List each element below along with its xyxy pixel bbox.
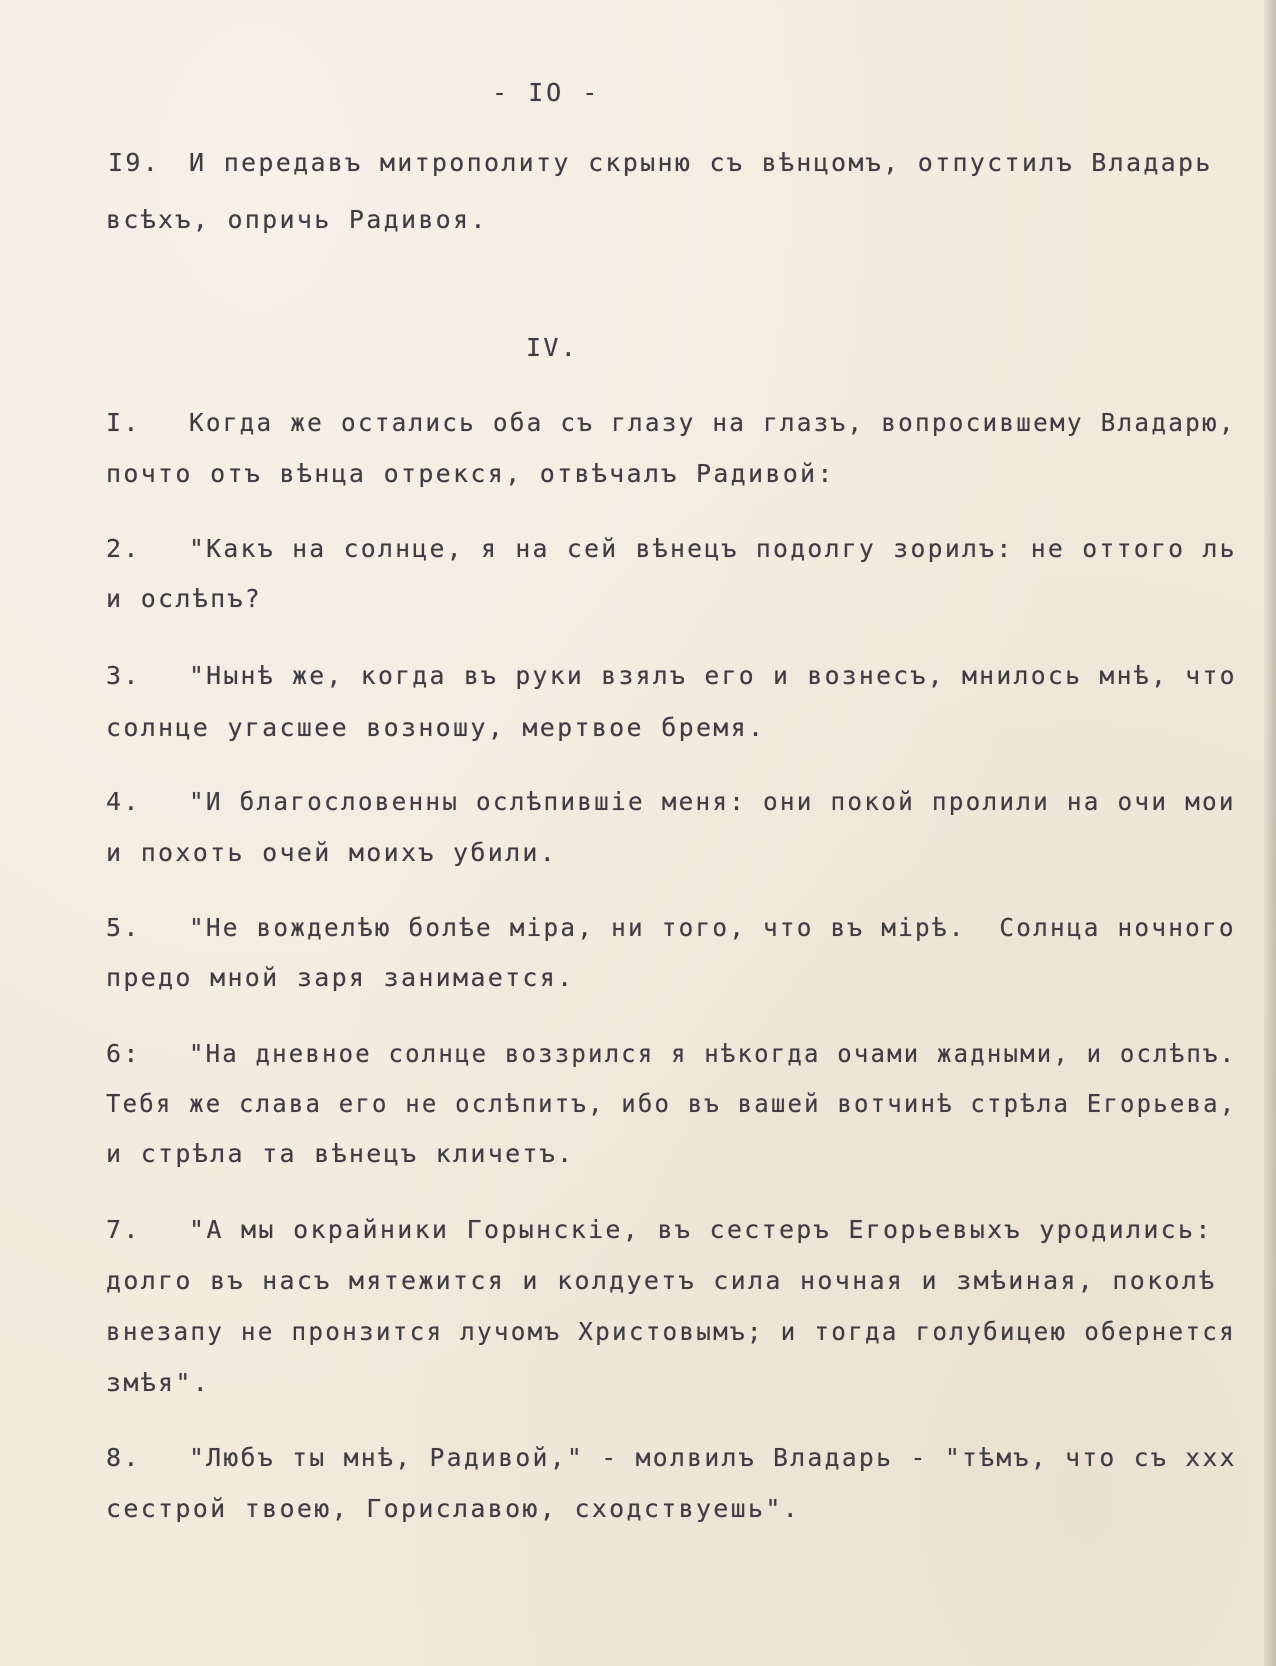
paragraph-number: 2. — [106, 534, 141, 563]
paragraph-line: почто отъ вѣнца отрекся, отвѣчалъ Радивой: — [106, 459, 835, 488]
paragraph-line: предо мной заря занимается. — [106, 963, 575, 992]
paragraph-number: 4. — [106, 787, 141, 816]
paragraph-line: "На дневное солнце воззрился я нѣкогда очами жадными, и ослѣпъ. — [189, 1039, 1237, 1068]
paragraph-line: внезапу не пронзится лучомъ Христовымъ; и тогда голубицею обернется — [106, 1317, 1236, 1346]
paragraph-line: "А мы окрайники Горынскіе, въ сестеръ Егорьевыхъ уродились: — [189, 1215, 1213, 1244]
paragraph-line: змѣя". — [106, 1368, 211, 1397]
paragraph-line: сестрой твоею, Гориславою, сходствуешь". — [106, 1494, 801, 1523]
paragraph-number: 3. — [106, 661, 141, 690]
paragraph-number: I9. — [108, 148, 161, 177]
paragraph-line: и похоть очей моихъ убили. — [106, 838, 558, 867]
paragraph-number: 6: — [106, 1039, 141, 1068]
paragraph-line: "Какъ на солнце, я на сей вѣнецъ подолгу зорилъ: не оттого ль — [189, 534, 1237, 563]
paragraph-line: "И благословенны ослѣпившіе меня: они покой пролили на очи мои — [189, 787, 1236, 816]
paragraph-number: I. — [106, 408, 141, 437]
paragraph-line: "Не вожделѣю болѣе міра, ни того, что въ мірѣ. Солнца ночного — [189, 913, 1236, 942]
paragraph-number: 5. — [106, 913, 141, 942]
paragraph-line: Тебя же слава его не ослѣпитъ, ибо въ вашей вотчинѣ стрѣла Егорьева, — [106, 1089, 1237, 1118]
paragraph-line: всѣхъ, опричь Радивоя. — [106, 205, 488, 234]
paragraph-line: долго въ насъ мятежится и колдуетъ сила ночная и змѣиная, поколѣ — [106, 1266, 1217, 1295]
paragraph-number: 8. — [106, 1443, 141, 1472]
paragraph-line: "Любъ ты мнѣ, Радивой," - молвилъ Владарь - "тѣмъ, что съ ххх — [189, 1443, 1237, 1472]
paragraph-line: и ослѣпъ? — [106, 584, 263, 613]
paper-edge-shadow — [1264, 0, 1276, 1666]
paragraph-line: и стрѣла та вѣнецъ кличетъ. — [106, 1139, 575, 1168]
paragraph-line: солнце угасшее возношу, мертвое бремя. — [106, 713, 766, 742]
page-number: - IO - — [492, 78, 601, 107]
section-heading: IV. — [526, 333, 579, 362]
paragraph-line: "Нынѣ же, когда въ руки взялъ его и вознесъ, мнилось мнѣ, что — [189, 661, 1237, 690]
paragraph-line: Когда же остались оба съ глазу на глазъ, вопросившему Владарю, — [189, 408, 1236, 437]
paragraph-line: И передавъ митрополиту скрыню съ вѣнцомъ, отпустилъ Владарь — [189, 148, 1213, 177]
paragraph-number: 7. — [106, 1215, 141, 1244]
